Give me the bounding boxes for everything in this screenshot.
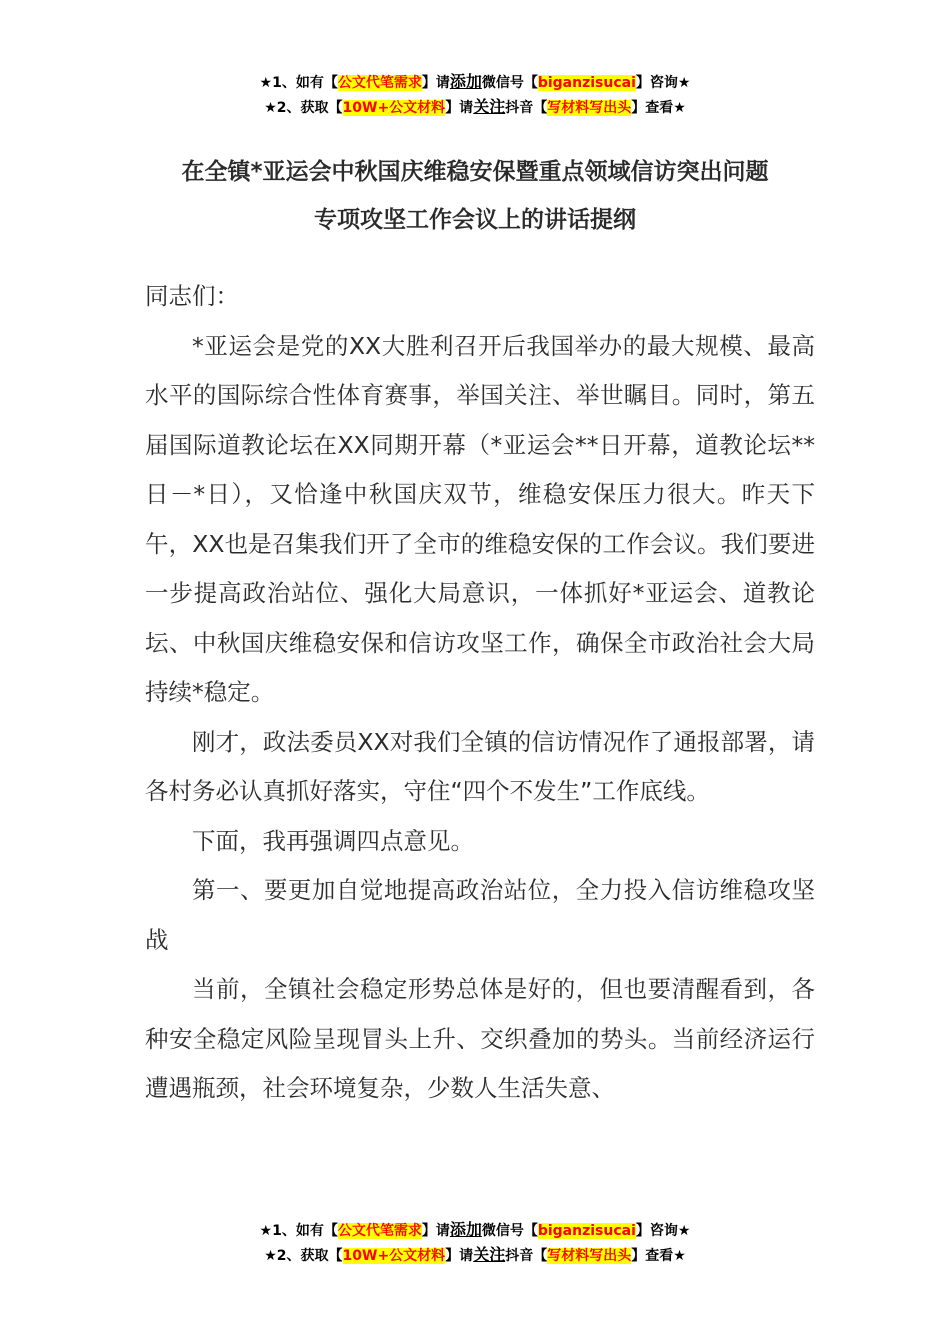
emphasis-add: 添加 — [449, 1220, 482, 1239]
title-line-1: 在全镇*亚运会中秋国庆维稳安保暨重点领域信访突出问题 — [181, 159, 769, 185]
highlight-douyin-id: 写材料写出头 — [547, 100, 632, 116]
paragraph: 当前，全镇社会稳定形势总体是好的，但也要清醒看到，各种安全稳定风险呈现冒头上升、交织叠加的势头。当前经济运行遭遇瓶颈，社会环境复杂，少数人生活失意、 — [145, 975, 815, 1102]
promo-line-1: ★1、如有【公文代笔需求】请添加微信号【biganzisucai】咨询★ — [259, 72, 691, 91]
highlight-wechat-id: biganzisucai — [537, 75, 636, 91]
promo-line-2: ★2、获取【10W+公文材料】请关注抖音【写材料写出头】查看★ — [264, 97, 686, 116]
highlight-douyin-id: 写材料写出头 — [547, 1248, 632, 1264]
document-body — [145, 272, 815, 1114]
highlight-materials: 10W+公文材料 — [342, 100, 446, 116]
emphasis-add: 添加 — [449, 72, 482, 91]
paragraph: 下面，我再强调四点意见。 — [192, 826, 474, 855]
title-line-2: 专项攻坚工作会议上的讲话提纲 — [314, 207, 636, 233]
header-promo-banner — [0, 70, 950, 120]
emphasis-follow: 关注 — [473, 97, 506, 116]
promo-line-1: ★1、如有【公文代笔需求】请添加微信号【biganzisucai】咨询★ — [259, 1220, 691, 1239]
footer-promo-banner — [0, 1218, 950, 1268]
salutation: 同志们： — [145, 282, 239, 310]
paragraph: 刚才，政法委员XX对我们全镇的信访情况作了通报部署，请各村务必认真抓好落实，守住“四个不发生”工作底线。 — [145, 727, 815, 805]
highlight-service: 公文代笔需求 — [337, 1223, 422, 1239]
document-title — [0, 148, 950, 244]
highlight-service: 公文代笔需求 — [337, 75, 422, 91]
section-heading: 第一、要更加自觉地提高政治站位，全力投入信访维稳攻坚战 — [145, 876, 815, 954]
paragraph: *亚运会是党的XX大胜利召开后我国举办的最大规模、最高水平的国际综合性体育赛事，举国关注、举世瞩目。同时，第五届国际道教论坛在XX同期开幕（*亚运会**日开幕，道教论坛**日－*日），又恰逢中秋国庆双节，维稳安保压力很大。昨天下午，XX也是召集我们开了全市的维稳安保的工作会议。我们要进一步提高政治站位、强化大局意识，一体抓好*亚运会、道教论坛、中秋国庆维稳安保和信访攻坚工作，确保全市政治社会大局持续*稳定。 — [145, 331, 815, 706]
emphasis-follow: 关注 — [473, 1245, 506, 1264]
highlight-materials: 10W+公文材料 — [342, 1248, 446, 1264]
promo-line-2: ★2、获取【10W+公文材料】请关注抖音【写材料写出头】查看★ — [264, 1245, 686, 1264]
highlight-wechat-id: biganzisucai — [537, 1223, 636, 1239]
